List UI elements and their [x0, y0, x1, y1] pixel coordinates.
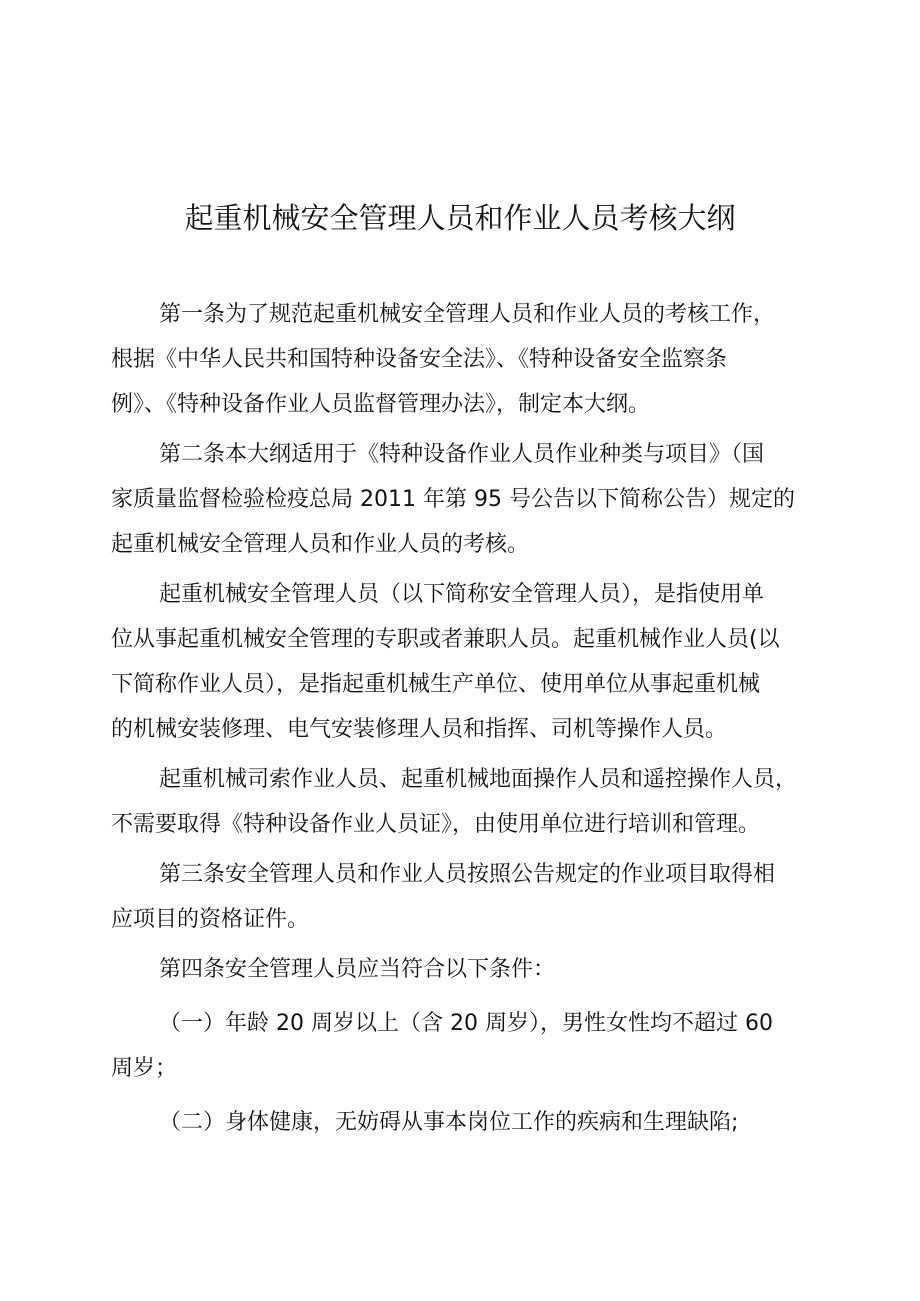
paragraph-line: 起重机械安全管理人员和作业人员的考核。 [111, 532, 530, 557]
paragraph-line: （一）年龄 20 周岁以上（含 20 周岁），男性女性均不超过 60 [159, 1011, 773, 1036]
paragraph-line: 不需要取得《特种设备作业人员证》，由使用单位进行培训和管理。 [111, 812, 761, 837]
paragraph-line: 起重机械司索作业人员、起重机械地面操作人员和遥控操作人员， [159, 767, 798, 792]
paragraph-line: 第三条安全管理人员和作业人员按照公告规定的作业项目取得相 [159, 862, 776, 887]
paragraph-line: 例》、《特种设备作业人员监督管理办法》，制定本大纲。 [111, 392, 651, 417]
paragraph-line: 下简称作业人员），是指起重机械生产单位、使用单位从事起重机械 [111, 672, 761, 697]
paragraph-line: 家质量监督检验检疫总局 2011 年第 95 号公告以下简称公告）规定的 [111, 487, 795, 512]
paragraph-line: 根据《中华人民共和国特种设备安全法》、《特种设备安全监察条 [111, 347, 728, 372]
paragraph-line: （二）身体健康，无妨碍从事本岗位工作的疾病和生理缺陷; [159, 1110, 739, 1135]
paragraph-line: 应项目的资格证件。 [111, 907, 310, 932]
paragraph-line: 第四条安全管理人员应当符合以下条件： [159, 957, 556, 982]
paragraph-line: 起重机械安全管理人员（以下简称安全管理人员），是指使用单 [159, 582, 765, 607]
paragraph-line: 位从事起重机械安全管理的专职或者兼职人员。起重机械作业人员(以 [111, 627, 780, 652]
document-title: 起重机械安全管理人员和作业人员考核大纲 [184, 201, 736, 235]
paragraph-line: 第一条为了规范起重机械安全管理人员和作业人员的考核工作， [159, 302, 776, 327]
paragraph-line: 第二条本大纲适用于《特种设备作业人员作业种类与项目》（国 [159, 442, 765, 467]
document-body [111, 292, 831, 1145]
paragraph-line: 的机械安装修理、电气安装修理人员和指挥、司机等操作人员。 [111, 717, 728, 742]
paragraph-line: 周岁； [111, 1056, 178, 1081]
